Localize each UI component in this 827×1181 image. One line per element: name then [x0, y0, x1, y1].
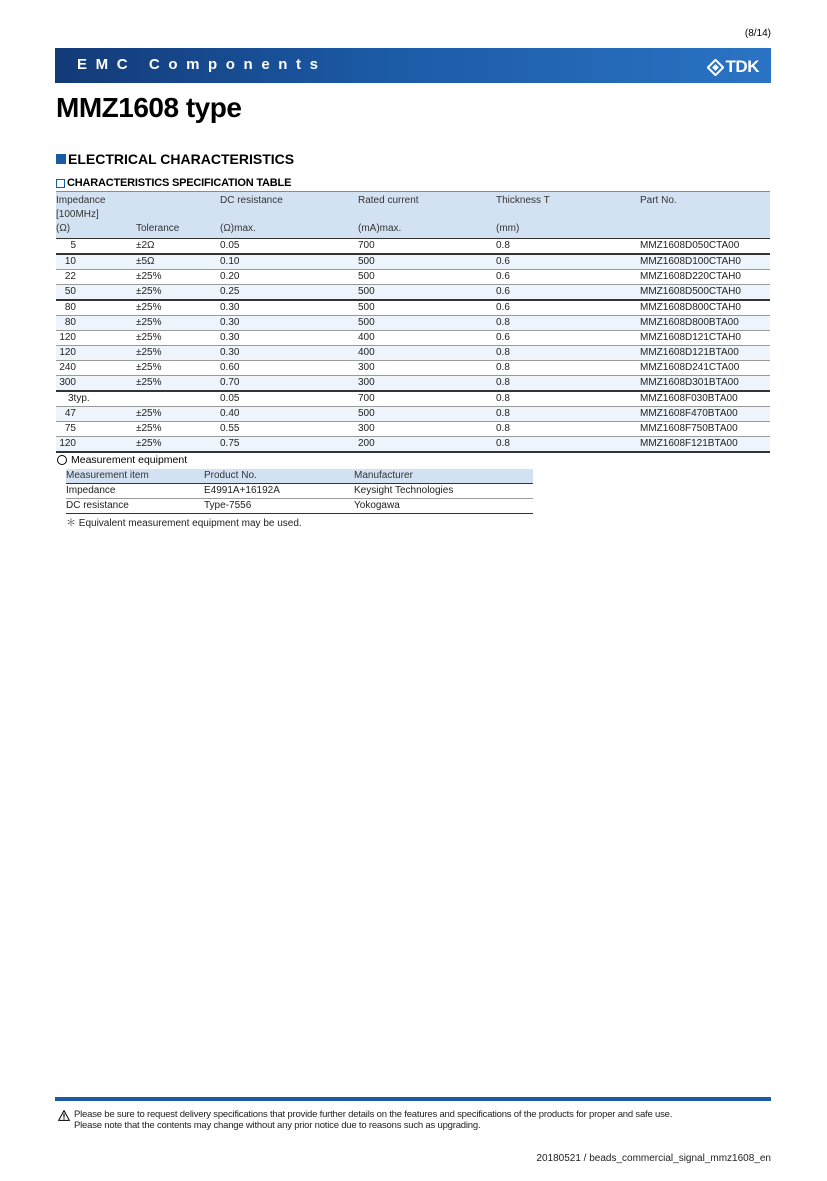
- header-part-no: Part No.: [640, 195, 677, 206]
- cell-thickness: 0.6: [496, 302, 510, 313]
- cell-part-no: MMZ1608F030BTA00: [640, 393, 738, 404]
- header-manufacturer: Manufacturer: [354, 470, 413, 481]
- cell-rated-current: 500: [358, 271, 375, 282]
- cell-dc-resistance: 0.55: [220, 423, 240, 434]
- banner-title: EMC Components: [77, 56, 327, 73]
- cell-thickness: 0.8: [496, 438, 510, 449]
- cell-thickness: 0.6: [496, 256, 510, 267]
- cell-part-no: MMZ1608F121BTA00: [640, 438, 738, 449]
- measurement-table-header: [66, 469, 533, 484]
- tdk-logo-icon: [707, 59, 724, 76]
- cell-impedance: 75: [64, 423, 76, 434]
- warning-icon: [58, 1110, 70, 1121]
- table-row: [56, 422, 770, 437]
- cell-dc-resistance: 0.10: [220, 256, 240, 267]
- table-row: [56, 376, 770, 392]
- cell-rated-current: 500: [358, 286, 375, 297]
- cell-thickness: 0.8: [496, 362, 510, 373]
- cell-tolerance: ±25%: [136, 347, 162, 358]
- cell-rated-current: 700: [358, 240, 375, 251]
- cell-part-no: MMZ1608D301BTA00: [640, 377, 739, 388]
- cell-part-no: MMZ1608D100CTAH0: [640, 256, 741, 267]
- page-title: MMZ1608 type: [56, 92, 242, 123]
- cell-impedance: 22: [64, 271, 76, 282]
- cell-tolerance: ±25%: [136, 362, 162, 373]
- header-thickness-unit: (mm): [496, 223, 520, 234]
- table-row: [56, 437, 770, 453]
- cell-impedance: 120: [59, 438, 76, 449]
- table-row: [56, 301, 770, 316]
- table-row: [56, 392, 770, 407]
- cell-thickness: 0.6: [496, 286, 510, 297]
- section-heading: [56, 151, 294, 167]
- tdk-logo: [707, 57, 759, 77]
- cell-dc-resistance: 0.30: [220, 332, 240, 343]
- cell-dc-resistance: 0.30: [220, 347, 240, 358]
- spec-table-header: [56, 191, 770, 239]
- cell-rated-current: 500: [358, 256, 375, 267]
- measurement-table-body: [66, 484, 533, 514]
- cell-impedance: 240: [59, 362, 76, 373]
- cell-impedance: 5: [70, 240, 76, 251]
- cell-dc-resistance: 0.25: [220, 286, 240, 297]
- cell-part-no: MMZ1608D500CTAH0: [640, 286, 741, 297]
- cell-product-no: E4991A+16192A: [204, 485, 280, 496]
- header-product-no: Product No.: [204, 470, 257, 481]
- header-dc-resistance-unit: (Ω)max.: [220, 223, 256, 234]
- cell-thickness: 0.8: [496, 347, 510, 358]
- cell-impedance: 47: [64, 408, 76, 419]
- cell-dc-resistance: 0.05: [220, 240, 240, 251]
- sub-heading-text: CHARACTERISTICS SPECIFICATION TABLE: [67, 177, 292, 189]
- header-thickness: Thickness T: [496, 195, 550, 206]
- cell-thickness: 0.6: [496, 271, 510, 282]
- cell-thickness: 0.6: [496, 332, 510, 343]
- measurement-table: [66, 469, 533, 514]
- page-number: (8/14): [744, 28, 771, 39]
- cell-impedance: 80: [64, 317, 76, 328]
- table-row: [66, 499, 533, 514]
- table-row: [56, 331, 770, 346]
- circle-icon: [57, 455, 67, 465]
- measurement-heading-text: Measurement equipment: [71, 454, 188, 466]
- cell-part-no: MMZ1608D241CTA00: [640, 362, 740, 373]
- cell-tolerance: ±25%: [136, 317, 162, 328]
- cell-measurement-item: Impedance: [66, 485, 116, 496]
- footer-notice-line-1: Please be sure to request delivery specifications that provide further details on the features and specifications of the products for proper and safe use.: [74, 1109, 673, 1120]
- cell-dc-resistance: 0.40: [220, 408, 240, 419]
- cell-dc-resistance: 0.05: [220, 393, 240, 404]
- open-square-icon: [56, 179, 65, 188]
- cell-tolerance: ±5Ω: [136, 256, 155, 267]
- cell-part-no: MMZ1608D121BTA00: [640, 347, 739, 358]
- cell-rated-current: 700: [358, 393, 375, 404]
- measurement-heading: [57, 454, 187, 466]
- cell-tolerance: ±25%: [136, 438, 162, 449]
- table-row: [56, 361, 770, 376]
- cell-thickness: 0.8: [496, 240, 510, 251]
- cell-tolerance: ±2Ω: [136, 240, 155, 251]
- cell-dc-resistance: 0.60: [220, 362, 240, 373]
- cell-part-no: MMZ1608D800BTA00: [640, 317, 739, 328]
- cell-rated-current: 500: [358, 317, 375, 328]
- cell-tolerance: ±25%: [136, 271, 162, 282]
- footer-notice-line-2: Please note that the contents may change without any prior notice due to reasons such as upgrading.: [74, 1120, 481, 1131]
- table-row: [66, 484, 533, 499]
- cell-dc-resistance: 0.20: [220, 271, 240, 282]
- spec-table: [56, 191, 770, 453]
- cell-thickness: 0.8: [496, 423, 510, 434]
- cell-impedance: 300: [59, 377, 76, 388]
- table-row: [56, 239, 770, 255]
- cell-impedance: 3typ.: [68, 393, 90, 404]
- cell-dc-resistance: 0.30: [220, 317, 240, 328]
- cell-rated-current: 200: [358, 438, 375, 449]
- cell-manufacturer: Yokogawa: [354, 500, 400, 511]
- table-row: [56, 316, 770, 331]
- cell-part-no: MMZ1608D050CTA00: [640, 240, 740, 251]
- section-heading-text: ELECTRICAL CHARACTERISTICS: [68, 151, 295, 167]
- cell-product-no: Type-7556: [204, 500, 252, 511]
- cell-rated-current: 400: [358, 332, 375, 343]
- table-row: [56, 407, 770, 422]
- cell-part-no: MMZ1608F470BTA00: [640, 408, 738, 419]
- cell-dc-resistance: 0.70: [220, 377, 240, 388]
- cell-tolerance: ±25%: [136, 423, 162, 434]
- cell-impedance: 80: [64, 302, 76, 313]
- sub-heading: [56, 177, 291, 189]
- header-dc-resistance: DC resistance: [220, 195, 283, 206]
- table-row: [56, 270, 770, 285]
- header-impedance-freq: [100MHz]: [56, 209, 99, 220]
- header-rated-current: Rated current: [358, 195, 419, 206]
- cell-thickness: 0.8: [496, 408, 510, 419]
- header-rated-current-unit: (mA)max.: [358, 223, 402, 234]
- filled-square-icon: [56, 154, 66, 164]
- cell-thickness: 0.8: [496, 317, 510, 328]
- cell-rated-current: 500: [358, 302, 375, 313]
- header-impedance: Impedance: [56, 195, 106, 206]
- cell-part-no: MMZ1608F750BTA00: [640, 423, 738, 434]
- cell-dc-resistance: 0.30: [220, 302, 240, 313]
- footer-notice: [58, 1109, 672, 1131]
- footer-divider: [55, 1097, 771, 1101]
- cell-tolerance: ±25%: [136, 377, 162, 388]
- cell-part-no: MMZ1608D800CTAH0: [640, 302, 741, 313]
- cell-tolerance: ±25%: [136, 286, 162, 297]
- cell-tolerance: ±25%: [136, 302, 162, 313]
- cell-rated-current: 400: [358, 347, 375, 358]
- cell-rated-current: 300: [358, 423, 375, 434]
- cell-impedance: 10: [64, 256, 76, 267]
- table-row: [56, 255, 770, 270]
- header-tolerance: Tolerance: [136, 223, 180, 234]
- cell-rated-current: 300: [358, 377, 375, 388]
- measurement-note: ＊ Equivalent measurement equipment may be used.: [66, 518, 302, 529]
- cell-tolerance: ±25%: [136, 332, 162, 343]
- document-reference: 20180521 / beads_commercial_signal_mmz1608_en: [536, 1153, 771, 1164]
- cell-tolerance: ±25%: [136, 408, 162, 419]
- spec-table-body: [56, 239, 770, 453]
- logo-text: TDK: [725, 57, 759, 76]
- header-measurement-item: Measurement item: [66, 470, 149, 481]
- table-row: [56, 346, 770, 361]
- cell-manufacturer: Keysight Technologies: [354, 485, 454, 496]
- cell-thickness: 0.8: [496, 377, 510, 388]
- cell-thickness: 0.8: [496, 393, 510, 404]
- header-impedance-unit: (Ω): [56, 223, 71, 234]
- cell-part-no: MMZ1608D121CTAH0: [640, 332, 741, 343]
- header-banner: [55, 48, 771, 83]
- cell-impedance: 50: [64, 286, 76, 297]
- cell-measurement-item: DC resistance: [66, 500, 129, 511]
- cell-rated-current: 300: [358, 362, 375, 373]
- cell-rated-current: 500: [358, 408, 375, 419]
- cell-dc-resistance: 0.75: [220, 438, 240, 449]
- table-row: [56, 285, 770, 301]
- cell-impedance: 120: [59, 347, 76, 358]
- cell-impedance: 120: [59, 332, 76, 343]
- cell-part-no: MMZ1608D220CTAH0: [640, 271, 741, 282]
